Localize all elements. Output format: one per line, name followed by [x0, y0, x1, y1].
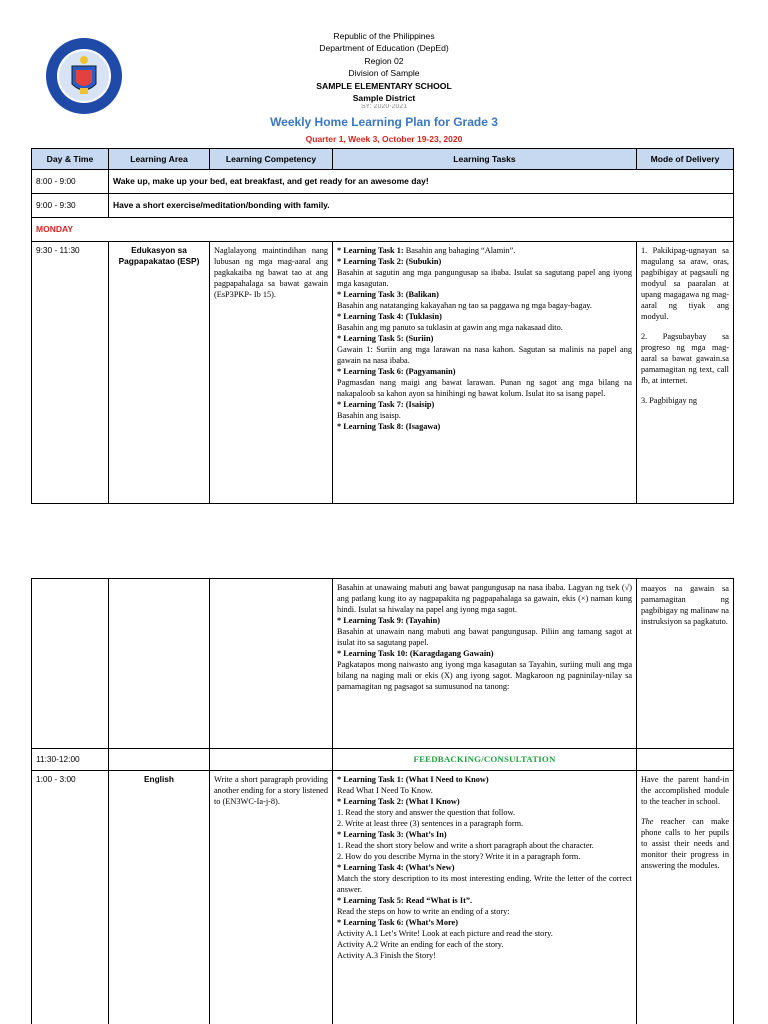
- mode-of-delivery: [637, 242, 734, 504]
- day-label: MONDAY: [32, 218, 734, 242]
- task-label: * Learning Task 6: (What’s More): [337, 918, 459, 927]
- row-activity: Wake up, make up your bed, eat breakfast, and get ready for an awesome day!: [109, 170, 734, 194]
- task-line: [337, 421, 632, 432]
- page-gap: [0, 548, 768, 578]
- header-district: Sample District: [352, 93, 416, 104]
- task-line: [337, 796, 632, 807]
- header-department: Department of Education (DepEd): [319, 43, 449, 54]
- mode-of-delivery: [637, 771, 734, 1024]
- table-row-esp-continued: [32, 579, 734, 749]
- learning-area: [109, 749, 210, 771]
- learning-tasks: [333, 242, 637, 504]
- task-line: [337, 659, 632, 692]
- task-label: * Learning Task 6: (Pagyamanin): [337, 367, 456, 376]
- task-line: [337, 895, 632, 906]
- row-time: 11:30-12:00: [32, 749, 109, 771]
- row-time: 9:30 - 11:30: [32, 242, 109, 504]
- column-header: Mode of Delivery: [637, 149, 734, 170]
- task-line: [337, 807, 632, 818]
- mode-text: reacher can make phone calls to her pupils to assist their needs and monitor their progress in answering the modules.: [641, 817, 729, 870]
- mode-item: 3. Pagbibigay ng: [641, 396, 697, 405]
- learning-competency: Naglalayong maintindihan nang lubusan ng mga mag-aaral ang pagkakaiba ng bawat tao at ang pagpapahalaga sa bawat gawain (EsP3PKP- Ib 15).: [210, 242, 333, 504]
- task-label: * Learning Task 5: Read “What is It”.: [337, 896, 473, 905]
- row-time: 9:00 - 9:30: [32, 194, 109, 218]
- table-row-english: [32, 771, 734, 1024]
- header-school: SAMPLE ELEMENTARY SCHOOL: [316, 80, 452, 91]
- mode-of-delivery: [637, 749, 734, 771]
- learning-tasks: [333, 771, 637, 1024]
- feedback-label: FEEDBACKING/CONSULTATION: [333, 749, 637, 771]
- task-line: [337, 377, 632, 399]
- task-line: [337, 818, 632, 829]
- learning-competency: [210, 749, 333, 771]
- learning-area: English: [109, 771, 210, 1024]
- task-text: Activity A.2 Write an ending for each of the story.: [337, 940, 504, 949]
- mode-item: [641, 816, 729, 871]
- task-label: * Learning Task 5: (Suriin): [337, 334, 434, 343]
- row-time: 1:00 - 3:00: [32, 771, 109, 1024]
- learning-area: [109, 579, 210, 749]
- task-line: [337, 862, 632, 873]
- column-header: Learning Competency: [210, 149, 333, 170]
- task-line: [337, 615, 632, 626]
- task-text: Read the steps on how to write an ending of a story:: [337, 907, 510, 916]
- header-division: Division of Sample: [348, 68, 420, 79]
- header-republic: Republic of the Philippines: [333, 31, 435, 41]
- task-text: Match the story description to its most interesting ending. Write the letter of the correct answer.: [337, 874, 632, 894]
- table-row-esp: [32, 242, 734, 504]
- task-line: [337, 344, 632, 366]
- header-school-year: SY: 2020-2021: [360, 104, 408, 111]
- table-header-row: [32, 149, 734, 170]
- task-text: Basahin at sagutin ang mga pangungusap sa ibaba. Isulat sa sagutang papel ang iyong mga kasagutan.: [337, 268, 632, 288]
- task-text: Basahin ang natatanging kakayahan ng tao sa paggawa ng mga bagay-bagay.: [337, 301, 592, 310]
- learning-competency: [210, 579, 333, 749]
- task-text: 1. Read the story and answer the question that follow.: [337, 808, 516, 817]
- task-text: Basahin ang mg panuto sa tuklasin at gawin ang mga nakasaad dito.: [337, 323, 563, 332]
- row-time: [32, 579, 109, 749]
- task-text: Gawain 1: Suriin ang mga larawan na nasa kahon. Sagutan sa malinis na papel ang gawain na nasa ibaba.: [337, 345, 632, 365]
- task-line: [337, 245, 632, 256]
- task-line: [337, 939, 632, 950]
- task-label: * Learning Task 7: (Isaisip): [337, 400, 435, 409]
- mode-item: 2. Pagsubaybay sa progreso ng mga mag-aaral sa bawat gawain.sa pamamagitan ng text, call fb, at internet.: [641, 332, 729, 385]
- task-text: 2. Write at least three (3) sentences in a paragraph form.: [337, 819, 524, 828]
- day-row: [32, 218, 734, 242]
- column-header: Learning Area: [109, 149, 210, 170]
- page-2: [0, 578, 768, 1024]
- learning-plan-table-1: [31, 148, 734, 504]
- task-line: [337, 840, 632, 851]
- task-line: [337, 928, 632, 939]
- task-line: [337, 267, 632, 289]
- task-line: [337, 366, 632, 377]
- task-line: [337, 582, 632, 615]
- row-time: 8:00 - 9:00: [32, 170, 109, 194]
- mode-of-delivery: maayos na gawain sa pamamagitan ng pagbibigay ng malinaw na instruksiyon sa pagkatuto.: [637, 579, 734, 749]
- task-text: Activity A.1 Let’s Write! Look at each picture and read the story.: [337, 929, 553, 938]
- task-text: Pagkatapos mong naiwasto ang iyong mga kasagutan sa Tayahin, suriing muli ang mga bilang na naging mali or ekis (X) ang iyong sagot. Magkaroon ng pagninilay-nilay sa pamamagitan ng pagsagot sa sumusunod na tanong:: [337, 660, 632, 691]
- task-line: [337, 289, 632, 300]
- table-row: [32, 194, 734, 218]
- task-line: [337, 300, 632, 311]
- tasks-list: [337, 245, 632, 432]
- table-row-feedback: [32, 749, 734, 771]
- task-line: [337, 410, 632, 421]
- task-line: [337, 774, 632, 785]
- plan-subtitle: Quarter 1, Week 3, October 19-23, 2020: [305, 134, 463, 144]
- task-label: * Learning Task 1:: [337, 246, 404, 255]
- tasks-list: [337, 774, 632, 961]
- task-line: [337, 322, 632, 333]
- task-line: [337, 829, 632, 840]
- header-region: Region 02: [364, 55, 404, 66]
- task-label: * Learning Task 10: (Karagdagang Gawain): [337, 649, 494, 658]
- plan-title: Weekly Home Learning Plan for Grade 3: [270, 115, 498, 129]
- task-label: * Learning Task 2: (Subukin): [337, 257, 442, 266]
- task-text: 1. Read the short story below and write a short paragraph about the character.: [337, 841, 594, 850]
- task-line: [337, 851, 632, 862]
- task-label: * Learning Task 2: (What I Know): [337, 797, 460, 806]
- learning-plan-table-2: [31, 578, 734, 1024]
- task-line: [337, 256, 632, 267]
- table-row: [32, 170, 734, 194]
- task-text: Basahin at unawain nang mabuti ang bawat pangungusap. Piliin ang tamang sagot at isulat ito sa sagutang papel.: [337, 627, 632, 647]
- task-line: [337, 311, 632, 322]
- task-line: [337, 950, 632, 961]
- task-text: Basahin ang bahaging “Alamin”.: [403, 246, 516, 255]
- learning-competency: Write a short paragraph providing another ending for a story listened to (EN3WC-Ia-j-8).: [210, 771, 333, 1024]
- task-text: Basahin ang isaisp.: [337, 411, 401, 420]
- task-label: * Learning Task 3: (Balikan): [337, 290, 439, 299]
- task-label: * Learning Task 8: (Isagawa): [337, 422, 441, 431]
- mode-item: Have the parent hand-in the accomplished module to the teacher in school.: [641, 775, 729, 806]
- task-text: Basahin at unawaing mabuti ang bawat pangungusap na nasa ibaba. Lagyan ng tsek (√) ang patlang kung ito ay nagpapakita ng pagpapahalaga sa gawain, ekis (×) naman kung hindi. Isulat sa hiwalay na papel ang iyong mga sagot.: [337, 583, 632, 614]
- task-line: [337, 648, 632, 659]
- task-text: Read What I Need To Know.: [337, 786, 433, 795]
- document-header: [0, 30, 768, 110]
- task-text: Pagmasdan nang maigi ang bawat larawan. Punan ng sagot ang mga bilang na nakapaloob sa kahon ayon sa hinihingi ng bawat kolum. Isulat ito sa isang papel.: [337, 378, 632, 398]
- task-line: [337, 333, 632, 344]
- task-line: [337, 399, 632, 410]
- learning-area: Edukasyon sa Pagpapakatao (ESP): [109, 242, 210, 504]
- column-header: Day & Time: [32, 149, 109, 170]
- task-line: [337, 906, 632, 917]
- column-header: Learning Tasks: [333, 149, 637, 170]
- task-label: * Learning Task 3: (What’s In): [337, 830, 447, 839]
- task-text: 2. How do you describe Myrna in the story? Write it in a paragraph form.: [337, 852, 581, 861]
- task-line: [337, 785, 632, 796]
- row-activity: Have a short exercise/meditation/bonding with family.: [109, 194, 734, 218]
- task-label: * Learning Task 4: (Tuklasin): [337, 312, 442, 321]
- task-text: Activity A.3 Finish the Story!: [337, 951, 436, 960]
- task-label: * Learning Task 4: (What’s New): [337, 863, 455, 872]
- task-label: * Learning Task 9: (Tayahin): [337, 616, 440, 625]
- learning-tasks: [333, 579, 637, 749]
- mode-item: 1. Pakikipag-ugnayan sa magulang sa araw, oras, pagbibigay at pagsauli ng modyul sa paaralan at upang magagawa ng mag-aaral ng tiyak ang modyul.: [641, 246, 729, 321]
- task-line: [337, 917, 632, 928]
- mode-emphasis: The: [641, 817, 654, 826]
- task-line: [337, 626, 632, 648]
- task-label: * Learning Task 1: (What I Need to Know): [337, 775, 489, 784]
- tasks-list: [337, 582, 632, 692]
- task-line: [337, 873, 632, 895]
